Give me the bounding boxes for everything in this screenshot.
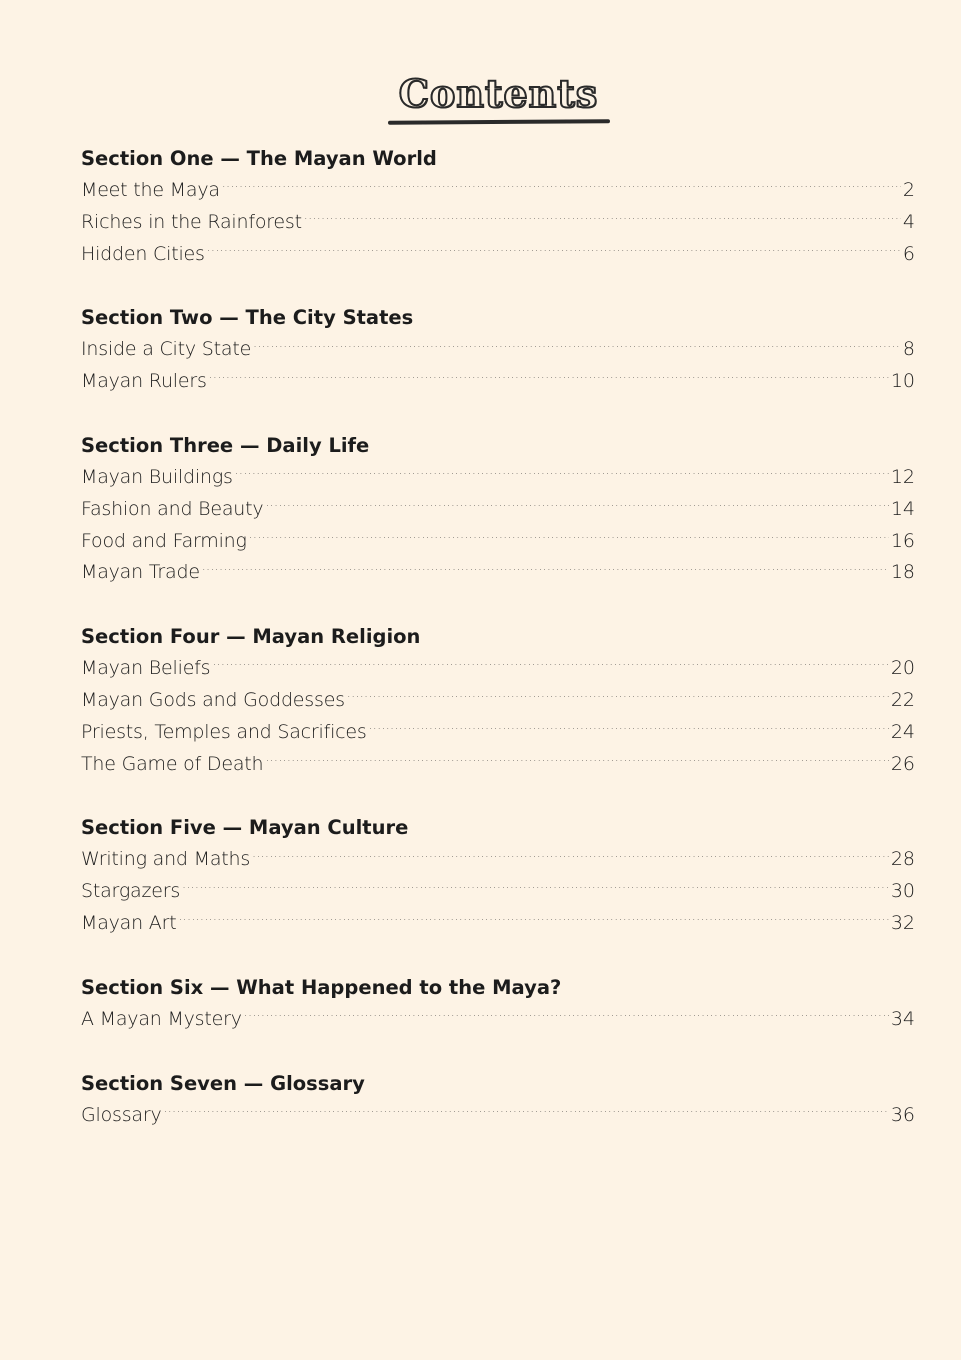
page-number: 10	[890, 370, 915, 393]
dot-leader	[347, 687, 889, 706]
page-number: 18	[890, 561, 915, 584]
dot-leader	[252, 846, 889, 865]
toc-entry[interactable]	[81, 207, 915, 239]
dot-leader	[265, 751, 888, 770]
page-number: 34	[890, 1007, 915, 1030]
toc-section	[81, 1068, 915, 1132]
entry-title: Writing and Maths	[81, 848, 251, 871]
toc-entry[interactable]	[81, 557, 915, 589]
entry-title: A Mayan Mystery	[81, 1007, 242, 1030]
title-block	[0, 70, 961, 118]
page-number: 20	[890, 657, 915, 680]
entry-title: Mayan Art	[81, 911, 177, 934]
toc-entry[interactable]	[81, 908, 915, 940]
toc-section	[81, 302, 915, 398]
section-heading: Section Three — Daily Life	[81, 433, 370, 457]
page-number: 30	[890, 880, 915, 903]
page-number: 8	[902, 338, 915, 361]
toc-section	[81, 143, 915, 270]
toc-entry[interactable]	[81, 366, 915, 398]
section-heading: Section Seven — Glossary	[81, 1071, 365, 1095]
dot-leader	[235, 464, 889, 483]
entry-title: Mayan Rulers	[81, 370, 207, 393]
toc-entry[interactable]	[81, 717, 915, 749]
page-number: 36	[890, 1103, 915, 1126]
toc-entry[interactable]	[81, 685, 915, 717]
toc-section	[81, 430, 915, 589]
dot-leader	[202, 559, 889, 578]
section-heading: Section Two — The City States	[81, 306, 414, 330]
entry-title: Mayan Trade	[81, 561, 200, 584]
entry-title: Glossary	[81, 1103, 162, 1126]
toc-entry[interactable]	[81, 239, 915, 271]
section-heading: Section One — The Mayan World	[81, 147, 437, 170]
page-number: 26	[890, 752, 915, 775]
entry-title: Hidden Cities	[81, 242, 205, 265]
page-number: 16	[890, 529, 915, 552]
page-number: 32	[890, 911, 915, 934]
dot-leader	[212, 655, 888, 674]
dot-leader	[222, 177, 901, 196]
title-underline	[388, 119, 610, 125]
section-heading: Section Five — Mayan Culture	[81, 816, 409, 840]
page-title: Contents	[398, 71, 599, 116]
section-heading: Section Six — What Happened to the Maya?	[81, 975, 562, 999]
toc-entry[interactable]	[81, 526, 915, 558]
page-number: 2	[902, 179, 915, 201]
entry-title: Mayan Buildings	[81, 465, 233, 488]
dot-leader	[369, 719, 889, 738]
entry-title: The Game of Death	[81, 752, 264, 775]
dot-leader	[207, 241, 901, 260]
dot-leader	[209, 368, 889, 387]
toc-entry[interactable]	[81, 1004, 915, 1036]
page-number: 14	[890, 497, 915, 520]
dot-leader	[244, 1006, 889, 1025]
dot-leader	[249, 528, 889, 547]
page-number: 28	[890, 848, 915, 871]
page-number: 22	[890, 688, 915, 711]
toc-section	[81, 972, 915, 1036]
toc-section	[81, 812, 915, 939]
toc-entry[interactable]	[81, 844, 915, 876]
dot-leader	[178, 910, 888, 929]
entry-title: Fashion and Beauty	[81, 497, 264, 520]
page-number: 6	[902, 242, 915, 265]
dot-leader	[265, 496, 888, 515]
toc-entry[interactable]	[81, 876, 915, 908]
page-number: 4	[902, 210, 915, 233]
page-number: 24	[890, 720, 915, 743]
entry-title: Meet the Maya	[81, 179, 220, 201]
toc-entry[interactable]	[81, 653, 915, 685]
entry-title: Riches in the Rainforest	[81, 210, 302, 233]
table-of-contents	[81, 143, 915, 1163]
entry-title: Food and Farming	[81, 529, 247, 552]
entry-title: Priests, Temples and Sacrifices	[81, 720, 367, 743]
entry-title: Stargazers	[81, 880, 181, 903]
dot-leader	[182, 878, 889, 897]
toc-entry[interactable]	[81, 1100, 915, 1132]
section-heading: Section Four — Mayan Religion	[81, 625, 421, 649]
toc-entry[interactable]	[81, 462, 915, 494]
toc-section	[81, 621, 915, 780]
entry-title: Mayan Beliefs	[81, 657, 211, 680]
toc-entry[interactable]	[81, 494, 915, 526]
toc-entry[interactable]	[81, 749, 915, 781]
dot-leader	[164, 1102, 889, 1121]
page-number: 12	[890, 465, 915, 488]
entry-title: Mayan Gods and Goddesses	[81, 688, 345, 711]
toc-entry[interactable]	[81, 334, 915, 366]
dot-leader	[304, 209, 901, 228]
entry-title: Inside a City State	[81, 338, 252, 361]
dot-leader	[253, 336, 901, 355]
toc-entry[interactable]	[81, 175, 915, 207]
